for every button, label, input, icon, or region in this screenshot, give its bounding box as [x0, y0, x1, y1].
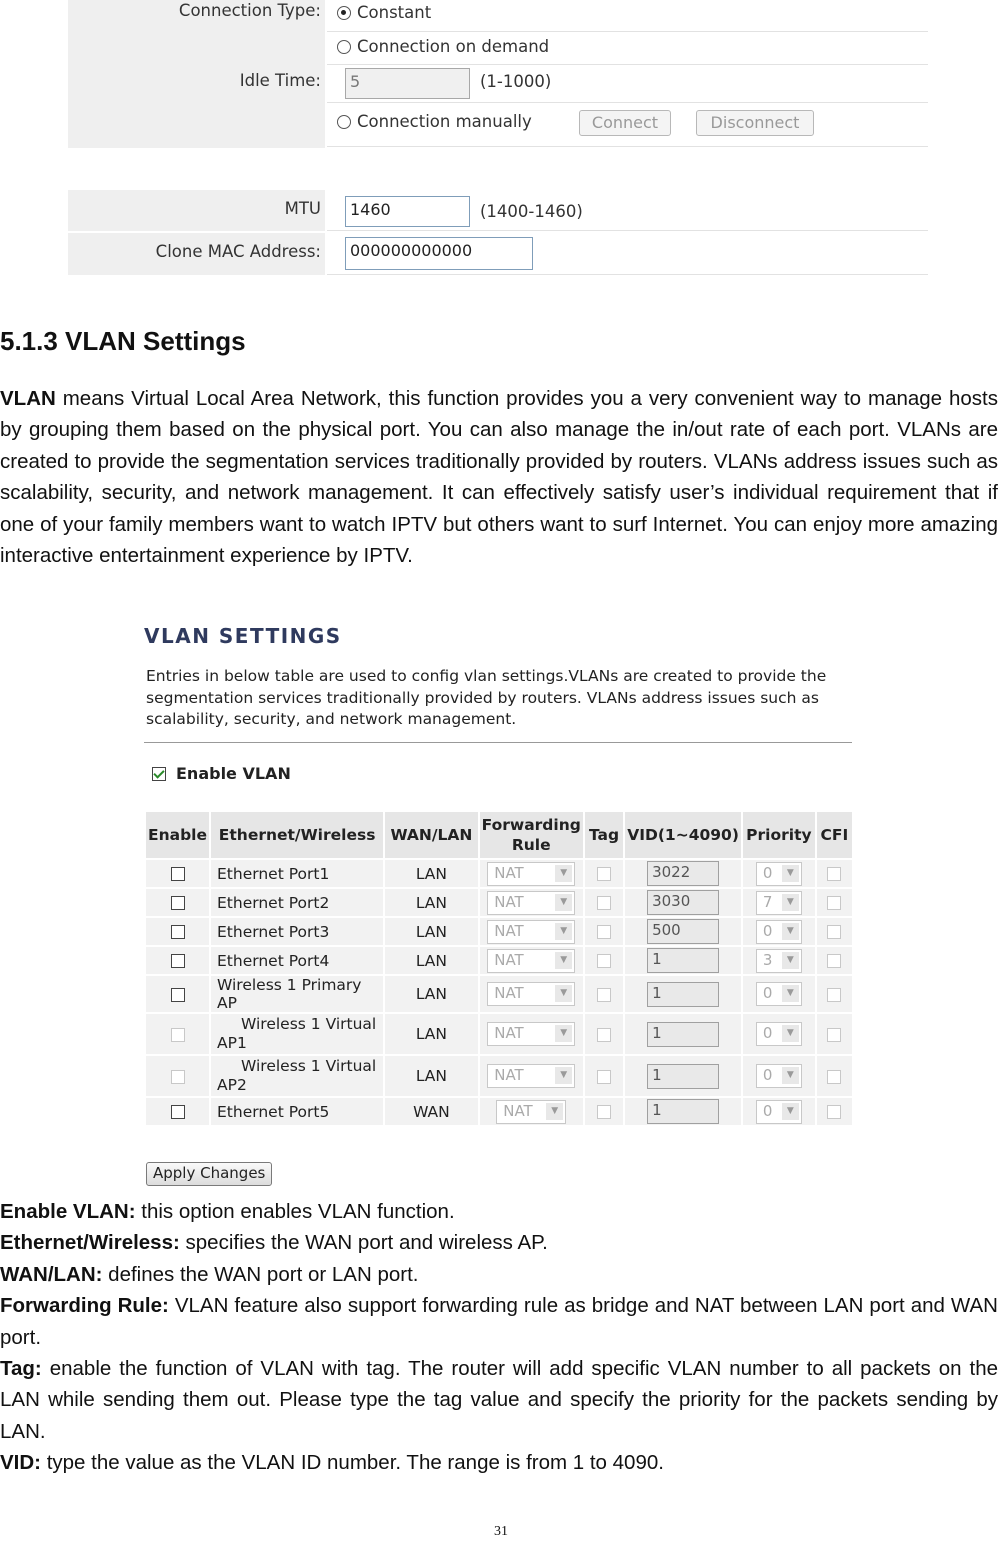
table-row [145, 975, 853, 1013]
port-type: LAN [384, 975, 478, 1013]
port-type: WAN [384, 1097, 478, 1126]
cfi-checkbox[interactable] [827, 1105, 841, 1119]
row-enable-checkbox[interactable] [171, 1105, 185, 1119]
row-enable-checkbox[interactable] [171, 1028, 185, 1042]
port-type: LAN [384, 1013, 478, 1055]
chevron-down-icon: ▼ [555, 923, 572, 940]
mtu-label: MTU [68, 190, 325, 231]
vid-input[interactable]: 500 [647, 919, 719, 944]
priority-select[interactable]: 0 ▼ [756, 920, 802, 944]
enable-vlan-label: Enable VLAN [176, 764, 291, 783]
tag-checkbox[interactable] [597, 867, 611, 881]
vid-input[interactable]: 3022 [647, 861, 719, 886]
chevron-down-icon: ▼ [555, 1025, 572, 1042]
priority-select[interactable]: 7 ▼ [756, 891, 802, 915]
forwarding-rule-select[interactable]: NAT ▼ [487, 920, 575, 944]
intro-text: means Virtual Local Area Network, this function provides you a very convenient way to manage hosts by grouping them based on the physical port. You can also manage the in/out rate of each port. VLANs are created to provide the segmentation services traditionally provided by routers. VLANs address issues such as scalability, security, and network management. It can effectively satisfy user’s individual requirement that if one of your family members want to watch IPTV but others want to surf Internet. You can enjoy more amazing interactive entertainment experience by IPTV. [0, 387, 998, 568]
priority-select[interactable]: 0 ▼ [756, 982, 802, 1006]
tag-checkbox[interactable] [597, 896, 611, 910]
definition-item: Enable VLAN: this option enables VLAN function. [0, 1200, 455, 1223]
mtu-range: (1400-1460) [480, 202, 583, 221]
chevron-down-icon: ▼ [782, 923, 799, 940]
port-type: LAN [384, 1055, 478, 1097]
idle-time-input[interactable]: 5 [345, 68, 470, 99]
col-wan-lan: WAN/LAN [384, 811, 478, 859]
col-priority: Priority [742, 811, 816, 859]
forwarding-rule-select[interactable]: NAT ▼ [487, 862, 575, 886]
table-row [145, 859, 853, 888]
port-name: Wireless 1 Virtual AP2 [210, 1055, 384, 1097]
forwarding-rule-select[interactable]: NAT ▼ [487, 982, 575, 1006]
port-name: Ethernet Port3 [210, 917, 384, 946]
connect-button[interactable]: Connect [579, 110, 671, 136]
clone-mac-input[interactable]: 000000000000 [345, 237, 533, 270]
definition-item: WAN/LAN: defines the WAN port or LAN port. [0, 1262, 419, 1286]
col-tag: Tag [584, 811, 624, 859]
disconnect-button[interactable]: Disconnect [696, 110, 814, 136]
table-row [145, 1055, 853, 1097]
radio-on-demand[interactable] [337, 40, 351, 54]
tag-checkbox[interactable] [597, 1105, 611, 1119]
row-enable-checkbox[interactable] [171, 867, 185, 881]
port-name: Ethernet Port5 [210, 1097, 384, 1126]
apply-changes-button[interactable]: Apply Changes [146, 1162, 272, 1186]
priority-select[interactable]: 0 ▼ [756, 1022, 802, 1046]
cfi-checkbox[interactable] [827, 1070, 841, 1084]
table-row [145, 1097, 853, 1126]
cfi-checkbox[interactable] [827, 896, 841, 910]
section-heading: 5.1.3 VLAN Settings [0, 326, 246, 356]
chevron-down-icon: ▼ [546, 1103, 563, 1120]
chevron-down-icon: ▼ [555, 1067, 572, 1084]
chevron-down-icon: ▼ [555, 952, 572, 969]
table-row [145, 946, 853, 975]
row-enable-checkbox[interactable] [171, 988, 185, 1002]
idle-time-label: Idle Time: [68, 66, 325, 103]
definition-item: Tag: enable the function of VLAN with tag. The router will add specific VLAN number to all packets on the LAN while sending them out. Please type the tag value and specify the priority for the packets sending by LAN. [0, 1357, 998, 1443]
row-enable-checkbox[interactable] [171, 896, 185, 910]
vlan-title: VLAN SETTINGS [144, 624, 342, 648]
row-enable-checkbox[interactable] [171, 925, 185, 939]
definition-item: VID: type the value as the VLAN ID number. The range is from 1 to 4090. [0, 1451, 664, 1475]
definition-item: Forwarding Rule: VLAN feature also support forwarding rule as bridge and NAT between LAN port and WAN port. [0, 1294, 998, 1349]
tag-checkbox[interactable] [597, 925, 611, 939]
enable-vlan-checkbox[interactable] [152, 767, 166, 781]
col-eth-wireless: Ethernet/Wireless [210, 811, 384, 859]
chevron-down-icon: ▼ [782, 894, 799, 911]
radio-on-demand-label: Connection on demand [357, 37, 550, 56]
priority-select[interactable]: 3 ▼ [756, 949, 802, 973]
forwarding-rule-select[interactable]: NAT ▼ [487, 1064, 575, 1088]
radio-constant-label: Constant [357, 3, 432, 22]
enable-vlan-row [152, 764, 291, 783]
port-name: Ethernet Port4 [210, 946, 384, 975]
row-enable-checkbox[interactable] [171, 954, 185, 968]
chevron-down-icon: ▼ [782, 1067, 799, 1084]
port-type: LAN [384, 888, 478, 917]
page-number: 31 [494, 1524, 508, 1539]
idle-time-range: (1-1000) [480, 72, 552, 91]
intro-paragraph [0, 383, 998, 571]
port-name: Ethernet Port1 [210, 859, 384, 888]
chevron-down-icon: ▼ [782, 985, 799, 1002]
vid-input[interactable]: 1 [647, 948, 719, 973]
chevron-down-icon: ▼ [555, 865, 572, 882]
forwarding-rule-select[interactable]: NAT ▼ [487, 1022, 575, 1046]
definitions [0, 1196, 998, 1479]
cfi-checkbox[interactable] [827, 954, 841, 968]
vid-input[interactable]: 3030 [647, 890, 719, 915]
radio-manual-label: Connection manually [357, 112, 532, 131]
port-name: Wireless 1 Virtual AP1 [210, 1013, 384, 1055]
cfi-checkbox[interactable] [827, 925, 841, 939]
forwarding-rule-select[interactable]: NAT ▼ [496, 1100, 566, 1124]
port-type: LAN [384, 859, 478, 888]
mtu-input[interactable]: 1460 [345, 196, 470, 227]
priority-select[interactable]: 0 ▼ [756, 862, 802, 886]
chevron-down-icon: ▼ [555, 985, 572, 1002]
tag-checkbox[interactable] [597, 1028, 611, 1042]
col-forwarding-rule: Forwarding Rule [479, 811, 584, 859]
vlan-settings-screenshot [142, 620, 858, 1190]
chevron-down-icon: ▼ [782, 1025, 799, 1042]
port-name: Wireless 1 Primary AP [210, 975, 384, 1013]
forwarding-rule-select[interactable]: NAT ▼ [487, 949, 575, 973]
chevron-down-icon: ▼ [782, 952, 799, 969]
priority-select[interactable]: 0 ▼ [756, 1064, 802, 1088]
port-type: LAN [384, 917, 478, 946]
col-vid: VID(1~4090) [624, 811, 742, 859]
tag-checkbox[interactable] [597, 1070, 611, 1084]
vid-input[interactable]: 1 [647, 1064, 719, 1089]
tag-checkbox[interactable] [597, 988, 611, 1002]
vid-input[interactable]: 1 [647, 1099, 719, 1124]
chevron-down-icon: ▼ [782, 865, 799, 882]
cfi-checkbox[interactable] [827, 988, 841, 1002]
row-enable-checkbox[interactable] [171, 1070, 185, 1084]
col-cfi: CFI [816, 811, 853, 859]
table-row [145, 1013, 853, 1055]
chevron-down-icon: ▼ [782, 1103, 799, 1120]
vid-input[interactable]: 1 [647, 982, 719, 1007]
definition-item: Ethernet/Wireless: specifies the WAN port and wireless AP. [0, 1231, 548, 1255]
cfi-checkbox[interactable] [827, 867, 841, 881]
col-enable: Enable [145, 811, 210, 859]
port-name: Ethernet Port2 [210, 888, 384, 917]
forwarding-rule-select[interactable]: NAT ▼ [487, 891, 575, 915]
port-type: LAN [384, 946, 478, 975]
radio-manual[interactable] [337, 115, 351, 129]
connection-settings-screenshot [68, 0, 928, 276]
clone-mac-label: Clone MAC Address: [68, 233, 325, 275]
connection-type-label: Connection Type: [68, 0, 325, 33]
table-row [145, 888, 853, 917]
radio-constant[interactable] [337, 6, 351, 20]
priority-select[interactable]: 0 ▼ [756, 1100, 802, 1124]
vlan-table [144, 810, 854, 1127]
vlan-description: Entries in below table are used to config vlan settings.VLANs are created to provide the segmentation services traditionally provided by routers. VLANs address issues such as scalability, security, and network management. [146, 667, 827, 728]
vid-input[interactable]: 1 [647, 1022, 719, 1047]
chevron-down-icon: ▼ [555, 894, 572, 911]
table-row [145, 917, 853, 946]
intro-term: VLAN [0, 387, 56, 410]
cfi-checkbox[interactable] [827, 1028, 841, 1042]
tag-checkbox[interactable] [597, 954, 611, 968]
divider [144, 742, 852, 743]
